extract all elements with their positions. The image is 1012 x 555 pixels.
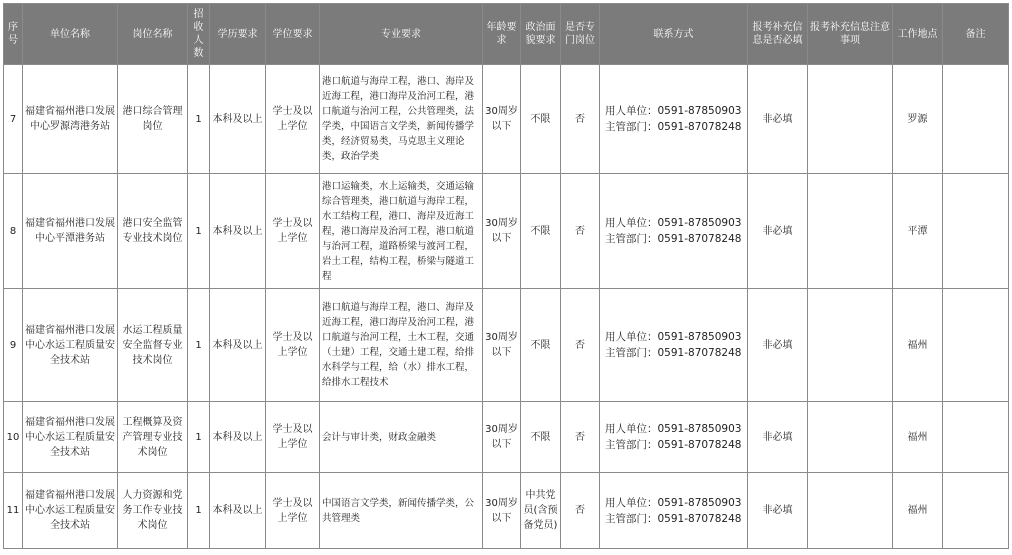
cell-seq: 10 [4, 402, 23, 473]
table-row [4, 174, 1009, 289]
cell-supp-required: 非必填 [748, 65, 808, 174]
cell-unit: 福建省福州港口发展中心水运工程质量安全技术站 [23, 289, 118, 402]
cell-degree: 学士及以上学位 [266, 402, 320, 473]
cell-special: 否 [561, 402, 600, 473]
cell-count: 1 [188, 289, 210, 402]
cell-major: 港口运输类，水上运输类，交通运输综合管理类，港口航道与海岸工程，水工结构工程，港口、海岸及近海工程，港口海岸及治河工程，港口航道与治河工程，道路桥梁与渡河工程，岩土工程，结构工程，桥梁与隧道工程 [320, 174, 483, 289]
cell-supp-note [808, 289, 893, 402]
cell-unit: 福建省福州港口发展中心水运工程质量安全技术站 [23, 473, 118, 549]
cell-seq: 11 [4, 473, 23, 549]
header-contact: 联系方式 [600, 4, 748, 65]
header-count: 招收人数 [188, 4, 210, 65]
table-row [4, 65, 1009, 174]
cell-edu: 本科及以上 [210, 402, 266, 473]
table-header-row [4, 4, 1009, 65]
cell-contact: 用人单位：0591-87850903 主管部门：0591-87078248 [600, 402, 748, 473]
cell-post: 水运工程质量安全监督专业技术岗位 [118, 289, 188, 402]
cell-unit: 福建省福州港口发展中心水运工程质量安全技术站 [23, 402, 118, 473]
cell-major: 港口航道与海岸工程，港口、海岸及近海工程，港口海岸及治河工程，港口航道与治河工程，公共管理类，法学类，中国语言文学类，新闻传播学类，经济贸易类，马克思主义理论类，政治学类 [320, 65, 483, 174]
recruitment-table-wrapper [3, 3, 1009, 549]
cell-unit: 福建省福州港口发展中心罗源湾港务站 [23, 65, 118, 174]
header-post: 岗位名称 [118, 4, 188, 65]
cell-post: 港口综合管理岗位 [118, 65, 188, 174]
cell-age: 30周岁以下 [483, 174, 521, 289]
cell-post: 港口安全监管专业技术岗位 [118, 174, 188, 289]
cell-remark [943, 65, 1009, 174]
table-row [4, 473, 1009, 549]
cell-edu: 本科及以上 [210, 174, 266, 289]
cell-degree: 学士及以上学位 [266, 174, 320, 289]
cell-special: 否 [561, 289, 600, 402]
cell-politics: 不限 [521, 289, 561, 402]
header-degree: 学位要求 [266, 4, 320, 65]
cell-count: 1 [188, 65, 210, 174]
cell-seq: 8 [4, 174, 23, 289]
cell-location: 福州 [893, 402, 943, 473]
header-remark: 备注 [943, 4, 1009, 65]
cell-politics: 不限 [521, 402, 561, 473]
cell-edu: 本科及以上 [210, 289, 266, 402]
cell-politics: 不限 [521, 174, 561, 289]
header-major: 专业要求 [320, 4, 483, 65]
cell-contact: 用人单位：0591-87850903 主管部门：0591-87078248 [600, 65, 748, 174]
cell-post: 人力资源和党务工作专业技术岗位 [118, 473, 188, 549]
cell-contact: 用人单位：0591-87850903 主管部门：0591-87078248 [600, 174, 748, 289]
cell-degree: 学士及以上学位 [266, 289, 320, 402]
cell-politics: 不限 [521, 65, 561, 174]
cell-contact: 用人单位：0591-87850903 主管部门：0591-87078248 [600, 289, 748, 402]
cell-age: 30周岁以下 [483, 289, 521, 402]
cell-supp-note [808, 65, 893, 174]
cell-politics: 中共党员(含预备党员) [521, 473, 561, 549]
cell-special: 否 [561, 473, 600, 549]
table-row [4, 402, 1009, 473]
header-location: 工作地点 [893, 4, 943, 65]
cell-post: 工程概算及资产管理专业技术岗位 [118, 402, 188, 473]
cell-supp-note [808, 473, 893, 549]
cell-remark [943, 174, 1009, 289]
cell-edu: 本科及以上 [210, 473, 266, 549]
cell-major: 港口航道与海岸工程，港口、海岸及近海工程，港口海岸及治河工程，港口航道与治河工程，土木工程，交通（土建）工程，交通土建工程，给排水科学与工程，给（水）排水工程，给排水工程技术 [320, 289, 483, 402]
header-supp-required: 报考补充信息是否必填 [748, 4, 808, 65]
cell-special: 否 [561, 65, 600, 174]
table-row [4, 289, 1009, 402]
cell-count: 1 [188, 473, 210, 549]
cell-count: 1 [188, 174, 210, 289]
header-unit: 单位名称 [23, 4, 118, 65]
recruitment-table [3, 3, 1009, 549]
cell-supp-note [808, 174, 893, 289]
cell-supp-required: 非必填 [748, 174, 808, 289]
cell-age: 30周岁以下 [483, 473, 521, 549]
cell-contact: 用人单位：0591-87850903 主管部门：0591-87078248 [600, 473, 748, 549]
cell-location: 福州 [893, 473, 943, 549]
cell-unit: 福建省福州港口发展中心平潭港务站 [23, 174, 118, 289]
cell-supp-note [808, 402, 893, 473]
header-supp-note: 报考补充信息注意事项 [808, 4, 893, 65]
header-politics: 政治面貌要求 [521, 4, 561, 65]
cell-seq: 9 [4, 289, 23, 402]
header-seq: 序号 [4, 4, 23, 65]
cell-location: 福州 [893, 289, 943, 402]
cell-location: 平潭 [893, 174, 943, 289]
cell-seq: 7 [4, 65, 23, 174]
header-age: 年龄要求 [483, 4, 521, 65]
cell-supp-required: 非必填 [748, 473, 808, 549]
cell-degree: 学士及以上学位 [266, 473, 320, 549]
cell-age: 30周岁以下 [483, 65, 521, 174]
cell-location: 罗源 [893, 65, 943, 174]
cell-supp-required: 非必填 [748, 402, 808, 473]
cell-major: 会计与审计类，财政金融类 [320, 402, 483, 473]
cell-count: 1 [188, 402, 210, 473]
header-edu: 学历要求 [210, 4, 266, 65]
cell-remark [943, 402, 1009, 473]
cell-major: 中国语言文学类，新闻传播学类，公共管理类 [320, 473, 483, 549]
cell-supp-required: 非必填 [748, 289, 808, 402]
cell-special: 否 [561, 174, 600, 289]
cell-edu: 本科及以上 [210, 65, 266, 174]
cell-remark [943, 289, 1009, 402]
cell-remark [943, 473, 1009, 549]
header-special: 是否专门岗位 [561, 4, 600, 65]
cell-age: 30周岁以下 [483, 402, 521, 473]
cell-degree: 学士及以上学位 [266, 65, 320, 174]
